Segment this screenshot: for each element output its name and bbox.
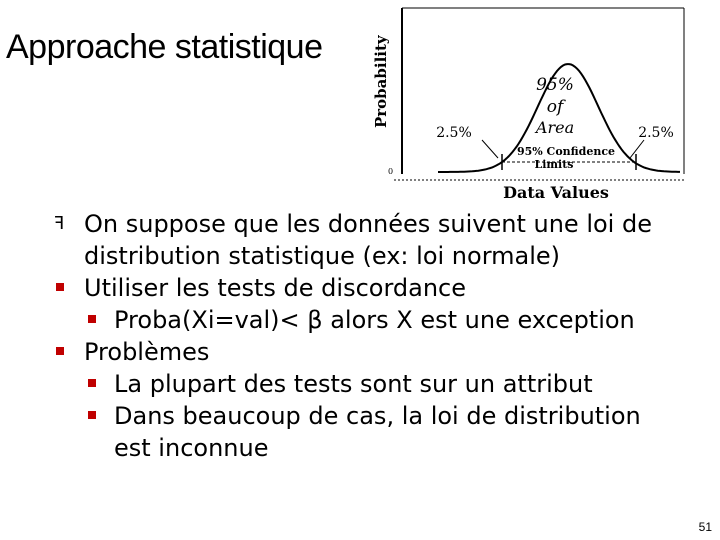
confidence-label-line1: 95% Confidence <box>516 145 616 158</box>
sub-bullet-text: Dans beaucoup de cas, la loi de distribution est inconnue <box>114 402 641 462</box>
sub-bullet-list <box>56 304 676 336</box>
slide-title: Approache statistique <box>6 28 323 66</box>
center-area-label: Area <box>535 118 575 137</box>
sub-bullet-text: Proba(Xi=val)< β alors X est une exception <box>114 306 635 334</box>
confidence-label-line2: Limits <box>534 158 574 171</box>
bullet-item-1 <box>56 208 676 272</box>
left-tail-label: 2.5% <box>436 125 472 141</box>
sub-bullet-item <box>56 400 676 464</box>
red-square-bullet-icon <box>56 283 64 291</box>
y-axis-label: Probability <box>372 35 390 128</box>
sub-bullet-text: La plupart des tests sont sur un attribut <box>114 370 593 398</box>
red-square-bullet-icon <box>88 315 96 323</box>
bullet-glyph-icon: ꟻ <box>54 213 65 234</box>
center-percent-label: 95% <box>536 75 574 95</box>
right-tail-label: 2.5% <box>638 125 674 141</box>
sub-bullet-list <box>56 368 676 464</box>
bullet-item-2 <box>56 272 676 336</box>
bullet-list <box>56 208 676 464</box>
normal-distribution-figure <box>368 4 686 204</box>
sub-bullet-item <box>56 368 676 400</box>
bullet-item-3 <box>56 336 676 464</box>
red-square-bullet-icon <box>88 411 96 419</box>
bullet-text: Problèmes <box>84 338 210 366</box>
x-axis-label: Data Values <box>503 183 609 202</box>
page-number: 51 <box>698 520 712 534</box>
sub-bullet-item <box>56 304 676 336</box>
right-tail-arrow <box>630 140 644 158</box>
red-square-bullet-icon <box>88 379 96 387</box>
figure-svg <box>368 4 686 204</box>
y-origin-tick-label: 0 <box>388 167 394 176</box>
left-tail-arrow <box>482 140 498 158</box>
bullet-text: On suppose que les données suivent une loi de distribution statistique (ex: loi normale) <box>84 210 652 270</box>
red-square-bullet-icon <box>56 347 64 355</box>
bullet-text: Utiliser les tests de discordance <box>84 274 467 302</box>
center-of-label: of <box>546 97 564 117</box>
